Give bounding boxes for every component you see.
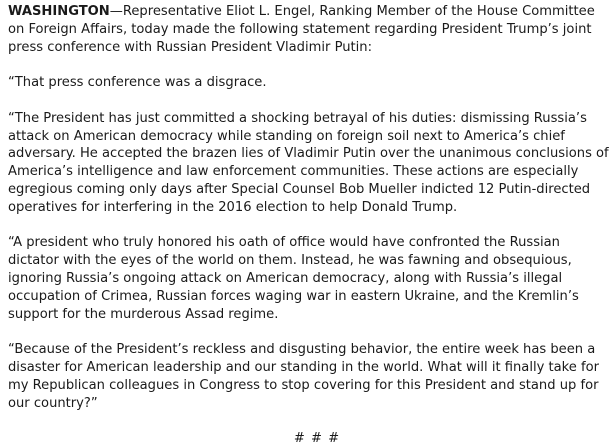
press-release: [8, 3, 612, 448]
dateline: WASHINGTON: [8, 4, 110, 19]
intro-paragraph: [8, 3, 612, 56]
quote-paragraph-3: “A president who truly honored his oath of office would have confronted the Russian dictator with the eyes of the world on them. Instead, he was fawning and obsequious, ignoring Russia’s ongoing attack on American democracy, along with Russia’s illegal occupation of Crimea, Russian forces waging war in eastern Ukraine, and the Kremlin’s support for the murderous Assad regime.: [8, 235, 579, 322]
quote-paragraph-1: “That press conference was a disgrace.: [8, 75, 267, 91]
intro-text: —Representative Eliot L. Engel, Ranking Member of the House Committee on Foreign Affairs, today made the following statement regarding President Trump’s joint press conference with Russian President Vladimir Putin:: [8, 4, 595, 55]
quote-paragraph-2: “The President has just committed a shocking betrayal of his duties: dismissing Russia’s attack on American democracy while standing on foreign soil next to America’s chief adversary. He accepted the brazen lies of Vladimir Putin over the unanimous conclusions of America’s intelligence and law enforcement communities. These actions are especially egregious coming only days after Special Counsel Bob Mueller indicted 12 Putin-directed operatives for interfering in the 2016 election to help Donald Trump.: [8, 110, 609, 215]
quote-paragraph-4: “Because of the President’s reckless and disgusting behavior, the entire week has been a disaster for American leadership and our standing in the world. What will it finally take for my Republican colleagues in Congress to stop covering for this President and stand up for our country?”: [8, 342, 600, 411]
end-mark: # # #: [293, 431, 341, 447]
